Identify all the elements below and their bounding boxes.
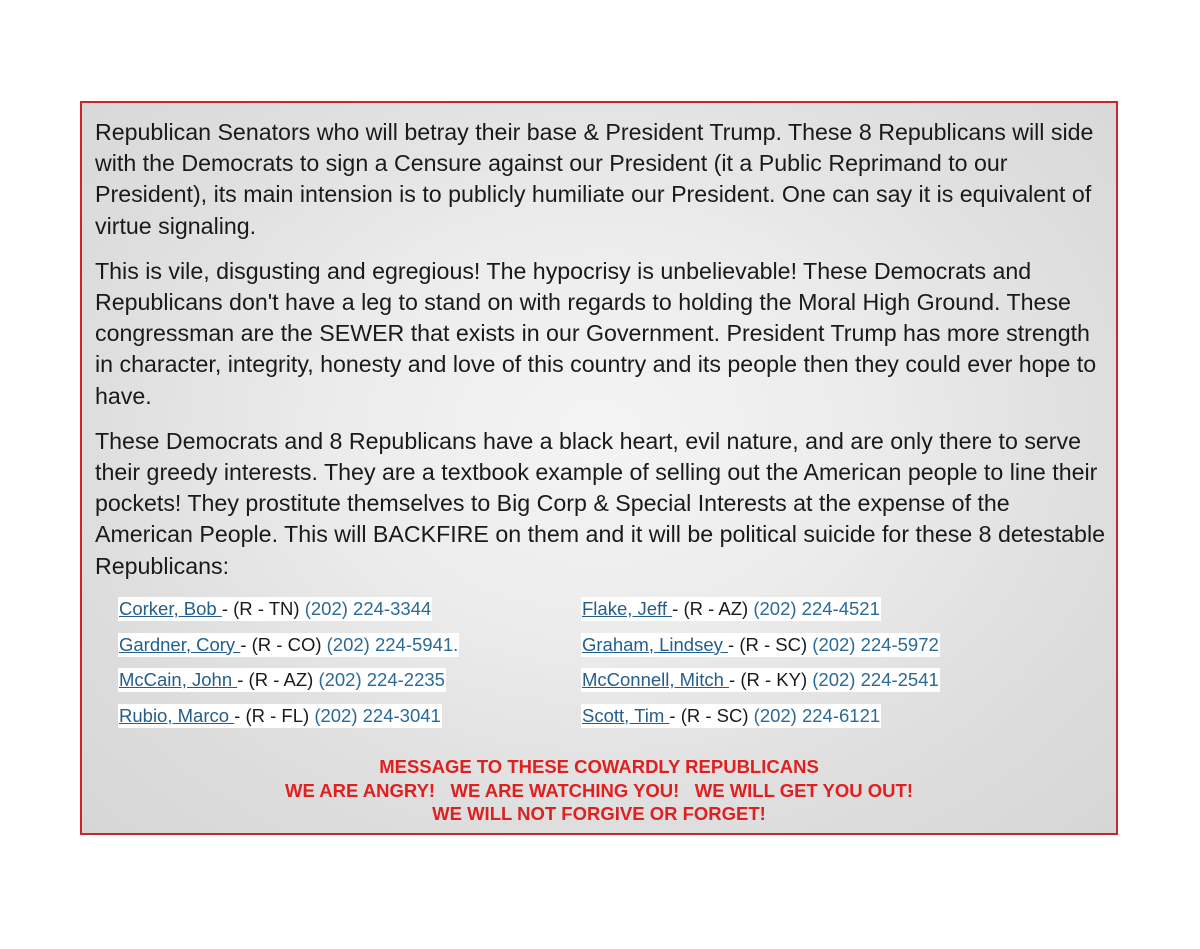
- senator-link[interactable]: McConnell, Mitch: [582, 669, 730, 690]
- senator-link[interactable]: Gardner, Cory: [119, 633, 241, 655]
- contact-row: [118, 633, 1078, 657]
- senator-phone[interactable]: (202) 224-5972: [812, 633, 939, 655]
- senator-entry: [118, 704, 442, 728]
- senator-phone[interactable]: (202) 224-3041: [314, 704, 441, 726]
- senator-party: - (R - AZ): [672, 598, 754, 619]
- senator-link[interactable]: Rubio, Marco: [119, 704, 235, 726]
- senator-link[interactable]: Flake, Jeff: [582, 598, 673, 619]
- paragraph-2: This is vile, disgusting and egregious! The hypocrisy is unbelievable! These Democrats and Republicans don't have a leg to stand on with regards to holding the Moral High Ground. These congressman are the SEWER that exists in our Government. President Trump has more strength in character, integrity, honesty and love of this country and its people then they could ever hope to have.: [95, 257, 1097, 409]
- message-line-2: WE ARE ANGRY! WE ARE WATCHING YOU! WE WILL GET YOU OUT!: [285, 779, 913, 801]
- senator-contact-list: [118, 597, 1078, 739]
- warning-message: [82, 755, 1116, 826]
- statement-body: [95, 117, 1110, 596]
- senator-link[interactable]: Corker, Bob: [119, 598, 222, 619]
- senator-phone[interactable]: (202) 224-4521: [753, 598, 880, 619]
- senator-party: - (R - TN): [221, 598, 305, 619]
- paragraph-1: Republican Senators who will betray their base & President Trump. These 8 Republicans will side with the Democrats to sign a Censure against our President (it a Public Reprimand to our President), its main intension is to publicly humiliate our President. One can say it is equivalent of virtue signaling.: [95, 119, 1094, 239]
- senator-party: - (R - SC): [669, 704, 754, 726]
- message-line-1: MESSAGE TO THESE COWARDLY REPUBLICANS: [379, 756, 819, 777]
- senator-phone[interactable]: (202) 224-6121: [753, 704, 881, 726]
- senator-party: - (R - CO): [240, 633, 327, 655]
- senator-entry: [118, 633, 459, 657]
- contact-row: [118, 597, 1078, 621]
- senator-phone[interactable]: (202) 224-3344: [304, 598, 432, 619]
- senator-link[interactable]: Graham, Lindsey: [582, 633, 729, 655]
- contact-row: [118, 668, 1078, 692]
- contact-row: [118, 704, 1078, 728]
- senator-entry: [581, 668, 940, 692]
- senator-party: - (R - AZ): [237, 669, 319, 690]
- senator-entry: [581, 597, 881, 621]
- senator-party: - (R - FL): [234, 704, 315, 726]
- senator-phone[interactable]: (202) 224-2541: [812, 669, 939, 690]
- statement-card: [80, 101, 1118, 835]
- message-line-3: WE WILL NOT FORGIVE OR FORGET!: [432, 803, 766, 824]
- senator-entry: [581, 704, 881, 728]
- senator-entry: [118, 597, 432, 621]
- senator-entry: [581, 633, 940, 657]
- senator-phone[interactable]: (202) 224-2235: [318, 669, 445, 690]
- paragraph-3: These Democrats and 8 Republicans have a black heart, evil nature, and are only there to serve their greedy interests. They are a textbook example of selling out the American people to line their pockets! They prostitute themselves to Big Corp & Special Interests at the expense of the American People. This will BACKFIRE on them and it will be political suicide for these 8 detestable Republicans:: [95, 427, 1106, 579]
- senator-link[interactable]: Scott, Tim: [582, 704, 670, 726]
- senator-party: - (R - KY): [729, 669, 813, 690]
- senator-party: - (R - SC): [728, 633, 813, 655]
- senator-entry: [118, 668, 446, 692]
- senator-link[interactable]: McCain, John: [119, 669, 238, 690]
- senator-phone[interactable]: (202) 224-5941.: [326, 633, 459, 655]
